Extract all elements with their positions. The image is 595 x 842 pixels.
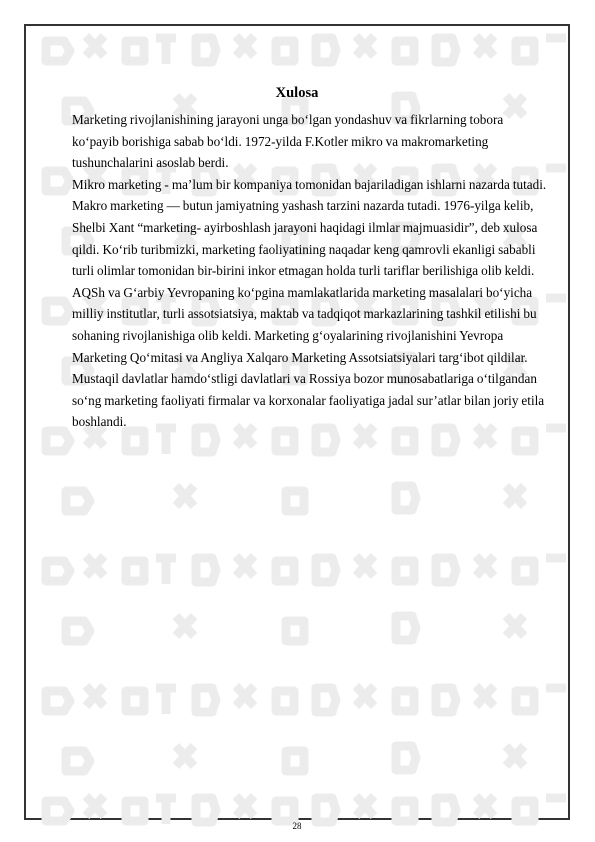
document-title: Xulosa	[275, 85, 319, 101]
document-page	[24, 24, 570, 831]
paragraph: Mikro marketing - ma’lum bir kompaniya tomonidan bajariladigan ishlarni nazarda tutadi. Makro marketing — butun jamiyatning yashash tarzini nazarda tutadi. 1976-yilga kelib, Shelbi Xant “marketing- ayirboshlash jarayoni haqidagi ilmlar majmuasidir”, deb xulosa qildi. Ko‘rib turibmizki, marketing faoliyatining naqadar keng qamrovli ekanligi sababli turli olimlar tomonidan bir-birini inkor etmagan holda turli tariflar berilishiga olib keldi.	[72, 176, 547, 279]
paragraph: AQSh va G‘arbiy Yevropaning ko‘pgina mamlakatlarida marketing masalalari bo‘yicha milliy institutlar, turli assotsiatsiya, maktab va tadqiqot markazlarining tashkil etilishi bu sohaning rivojlanishiga olib keldi. Marketing g‘oyalarining rivojlanishini Yevropa Marketing Qo‘mitasi va Angliya Xalqaro Marketing Assotsiatsiyalari targ‘ibot qildilar.	[72, 284, 537, 365]
page-number: 28	[292, 821, 302, 831]
paragraph: Marketing rivojlanishining jarayoni unga bo‘lgan yondashuv va fikrlarning tobora ko‘payib borishiga sabab bo‘ldi. 1972-yilda F.Kotler mikro va makromarketing tushunchalarini asoslab berdi.	[72, 112, 504, 171]
paragraph: Mustaqil davlatlar hamdo‘stligi davlatlari va Rossiya bozor munosabatlariga o‘tilgandan so‘ng marketing faoliyati firmalar va korxonalar faoliyatiga jadal sur’atlar bilan joriy etila boshlandi.	[72, 371, 545, 430]
document-body	[72, 109, 547, 433]
